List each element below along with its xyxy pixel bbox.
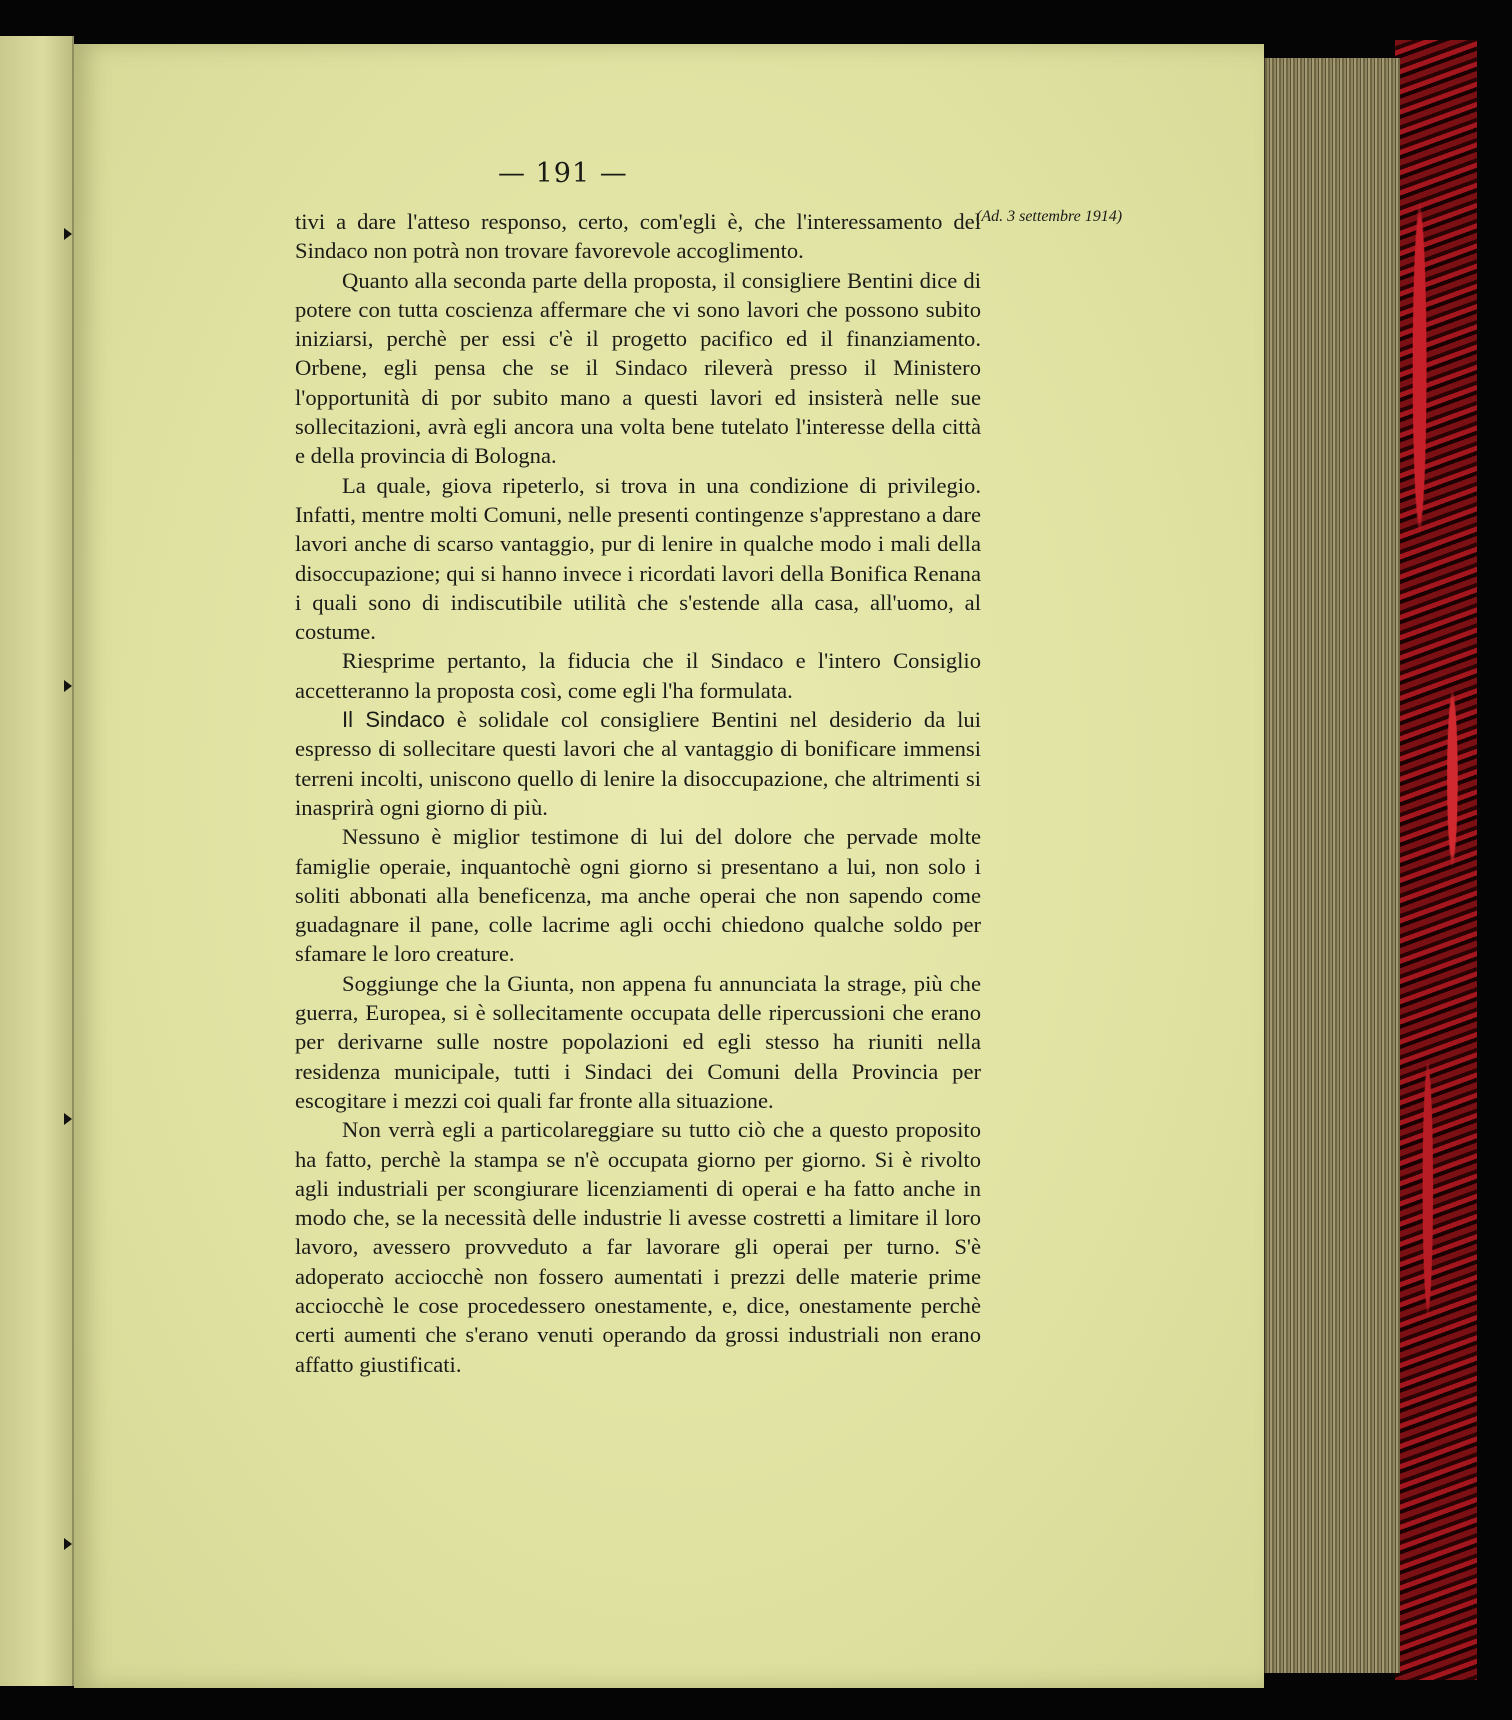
speaker-name: Il Sindaco <box>342 707 445 733</box>
page-number: — 191 — <box>498 158 628 189</box>
paragraph: Riesprime pertanto, la fiducia che il Sindaco e l'intero Consiglio accetteranno la proposta così, come egli l'ha formulata. <box>295 648 981 703</box>
paragraph: Nessuno è miglior testimone di lui del dolore che pervade molte famiglie operaie, inquantochè ogni giorno si presentano a lui, non solo i soliti abbonati alla beneficenza, ma anche operai che non sapendo come guadagnare il pane, colle lacrime agli occhi chiedono qualche soldo per sfamare le loro creature. <box>295 824 981 967</box>
marbled-cover <box>1395 40 1477 1680</box>
binding-tab-icon <box>64 1538 72 1550</box>
body-text <box>295 207 981 1379</box>
paragraph: tivi a dare l'atteso responso, certo, com'egli è, che l'interessamento del Sindaco non potrà non trovare favorevole accoglimento. <box>295 209 981 264</box>
paragraph: Soggiunge che la Giunta, non appena fu annunciata la strage, più che guerra, Europea, si è sollecitamente occupata delle ripercussioni che erano per derivarne sulle nostre popolazioni ed egli stesso ha riuniti nella residenza municipale, tutti i Sindaci dei Comuni della Provincia per escogitare i mezzi coi quali far fronte alla situazione. <box>295 970 981 1113</box>
book-page <box>74 44 1264 1688</box>
binding-tab-icon <box>64 228 72 240</box>
binding-tab-icon <box>64 680 72 692</box>
paragraph-text: è solidale col consigliere Bentini nel desiderio da lui espresso di sollecitare questi lavori che al vantaggio di bonificare immensi terreni incolti, uniscono quello di lenire la disoccupazione, che altrimenti si inasprirà ogni giorno di più. <box>295 707 981 820</box>
facing-page-edge <box>0 36 74 1686</box>
paragraph <box>295 705 981 822</box>
paragraph: Quanto alla seconda parte della proposta, il consigliere Bentini dice di potere con tutta coscienza affermare che vi sono lavori che possono subito iniziarsi, perchè per essi c'è il progetto pacifico ed il finanziamento. Orbene, egli pensa che se il Sindaco rileverà presso il Ministero l'opportunità di por subito mano a questi lavori ed insisterà nelle sue sollecitazioni, avrà egli ancora una volta bene tutelato l'interesse della città e della provincia di Bologna. <box>295 267 981 469</box>
paragraph: Non verrà egli a particolareggiare su tutto ciò che a questo proposito ha fatto, perchè la stampa se n'è occupata giorno per giorno. Si è rivolto agli industriali per scongiurare licenziamenti di operai e ha fatto anche in modo che, se la necessità delle industrie li avesse costretti a limitare il loro lavoro, avessero provveduto a far lavorare gli operai per turno. S'è adoperato acciocchè non fossero aumentati i prezzi delle materie prime acciocchè le cose procedessero onestamente, e, dice, onestamente perchè certi aumenti che s'erano venuti operando da grossi industriali non erano affatto giustificati. <box>295 1117 981 1377</box>
binding-tab-icon <box>64 1113 72 1125</box>
paragraph: La quale, giova ripeterlo, si trova in una condizione di privilegio. Infatti, mentre molti Comuni, nelle presenti contingenze s'apprestano a dare lavori anche di scarso vantaggio, pur di lenire in qualche modo i mali della disoccupazione; qui si hanno invece i ricordati lavori della Bonifica Renana i quali sono di indiscutibile utilità che s'estende alla casa, all'uomo, al costume. <box>295 472 981 645</box>
page-edges <box>1262 58 1400 1673</box>
margin-date-note: (Ad. 3 settembre 1914) <box>976 208 1123 225</box>
